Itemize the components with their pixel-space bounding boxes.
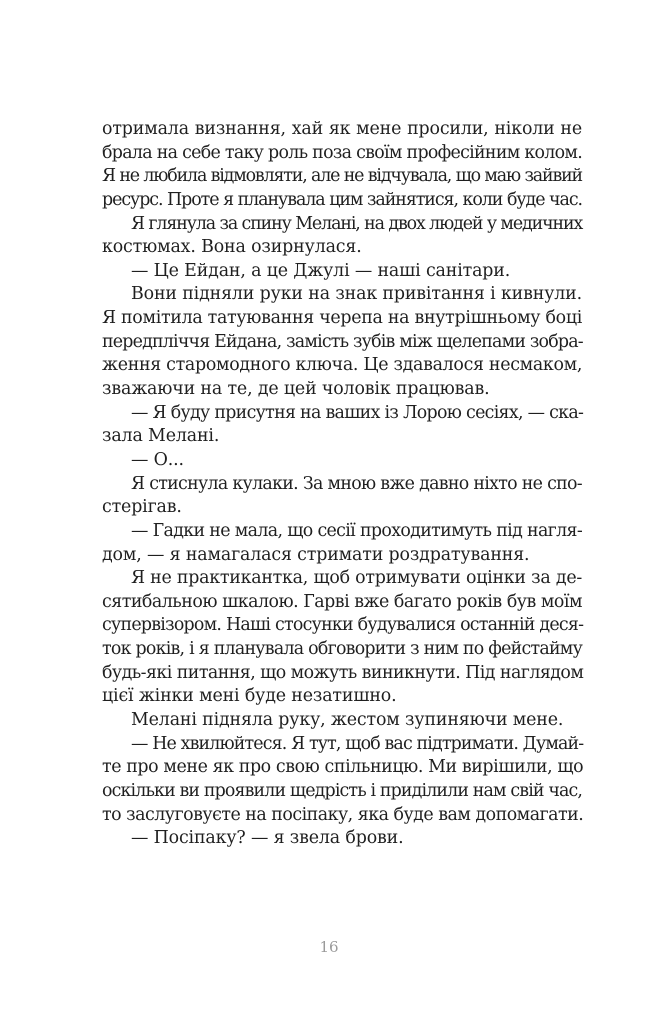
- text-line: ження старомодного ключа. Це здавалося несмаком,: [102, 355, 583, 376]
- text-line: Я не практикантка, щоб отримувати оцінки за де-: [131, 568, 582, 589]
- text-line: ресурс. Проте я планувала цим зайнятися, коли буде час.: [102, 189, 582, 210]
- text-line: Я стиснула кулаки. За мною вже давно ніхто не спо-: [131, 473, 582, 494]
- text-line: сятибальною шкалою. Гарві вже багато років був моїм: [102, 591, 582, 612]
- body-text: [102, 118, 582, 851]
- text-line: Я не любила відмовляти, але не відчувала, що маю зайвий: [102, 166, 582, 187]
- text-line: — О...: [131, 449, 184, 470]
- text-line: супервізором. Наші стосунки будувалися останній деся-: [102, 615, 584, 636]
- text-line: Я глянула за спину Мелані, на двох людей у медичних: [131, 213, 583, 234]
- text-line: Вони підняли руки на знак привітання і кивнули.: [131, 284, 582, 305]
- text-line: — Гадки не мала, що сесії проходитимуть під нагля-: [131, 520, 583, 541]
- text-line: Мелані підняла руку, жестом зупиняючи мене.: [131, 710, 564, 731]
- text-line: зважаючи на те, де цей чоловік працював.: [102, 379, 490, 400]
- text-line: ток років, і я планувала обговорити з ним по фейстайму: [102, 639, 583, 660]
- text-line: отримала визнання, хай як мене просили, ніколи не: [102, 119, 582, 139]
- text-line: — Не хвилюйтеся. Я тут, щоб вас підтримати. Думай-: [131, 733, 584, 754]
- text-line: стерігав.: [102, 497, 182, 518]
- text-line: Я помітила татуювання черепа на внутрішньому боці: [102, 308, 582, 329]
- page-number: 16: [319, 938, 339, 956]
- text-line: передпліччя Ейдана, замість зубів між щелепами зобра-: [102, 331, 583, 352]
- text-line: цієї жінки мені буде незатишно.: [102, 686, 397, 707]
- text-line: костюмах. Вона озирнулася.: [102, 237, 362, 258]
- text-line: — Посіпаку? — я звела брови.: [131, 828, 404, 849]
- text-line: оскільки ви проявили щедрість і приділили нам свій час,: [102, 780, 583, 801]
- text-line: — Я буду присутня на ваших із Лорою сесіях, — ска-: [131, 402, 584, 423]
- text-line: дом, — я намагалася стримати роздратування.: [102, 544, 530, 565]
- text-line: те про мене як про свою спільницю. Ми вирішили, що: [102, 757, 584, 778]
- text-line: — Це Ейдан, а це Джулі — наші санітари.: [131, 260, 511, 281]
- text-line: то заслуговуєте на посіпаку, яка буде вам допомагати.: [102, 804, 584, 825]
- text-line: зала Мелані.: [102, 426, 220, 447]
- text-line: брала на себе таку роль поза своїм професійним колом.: [102, 142, 583, 163]
- text-line: будь-які питання, що можуть виникнути. Під наглядом: [102, 662, 584, 683]
